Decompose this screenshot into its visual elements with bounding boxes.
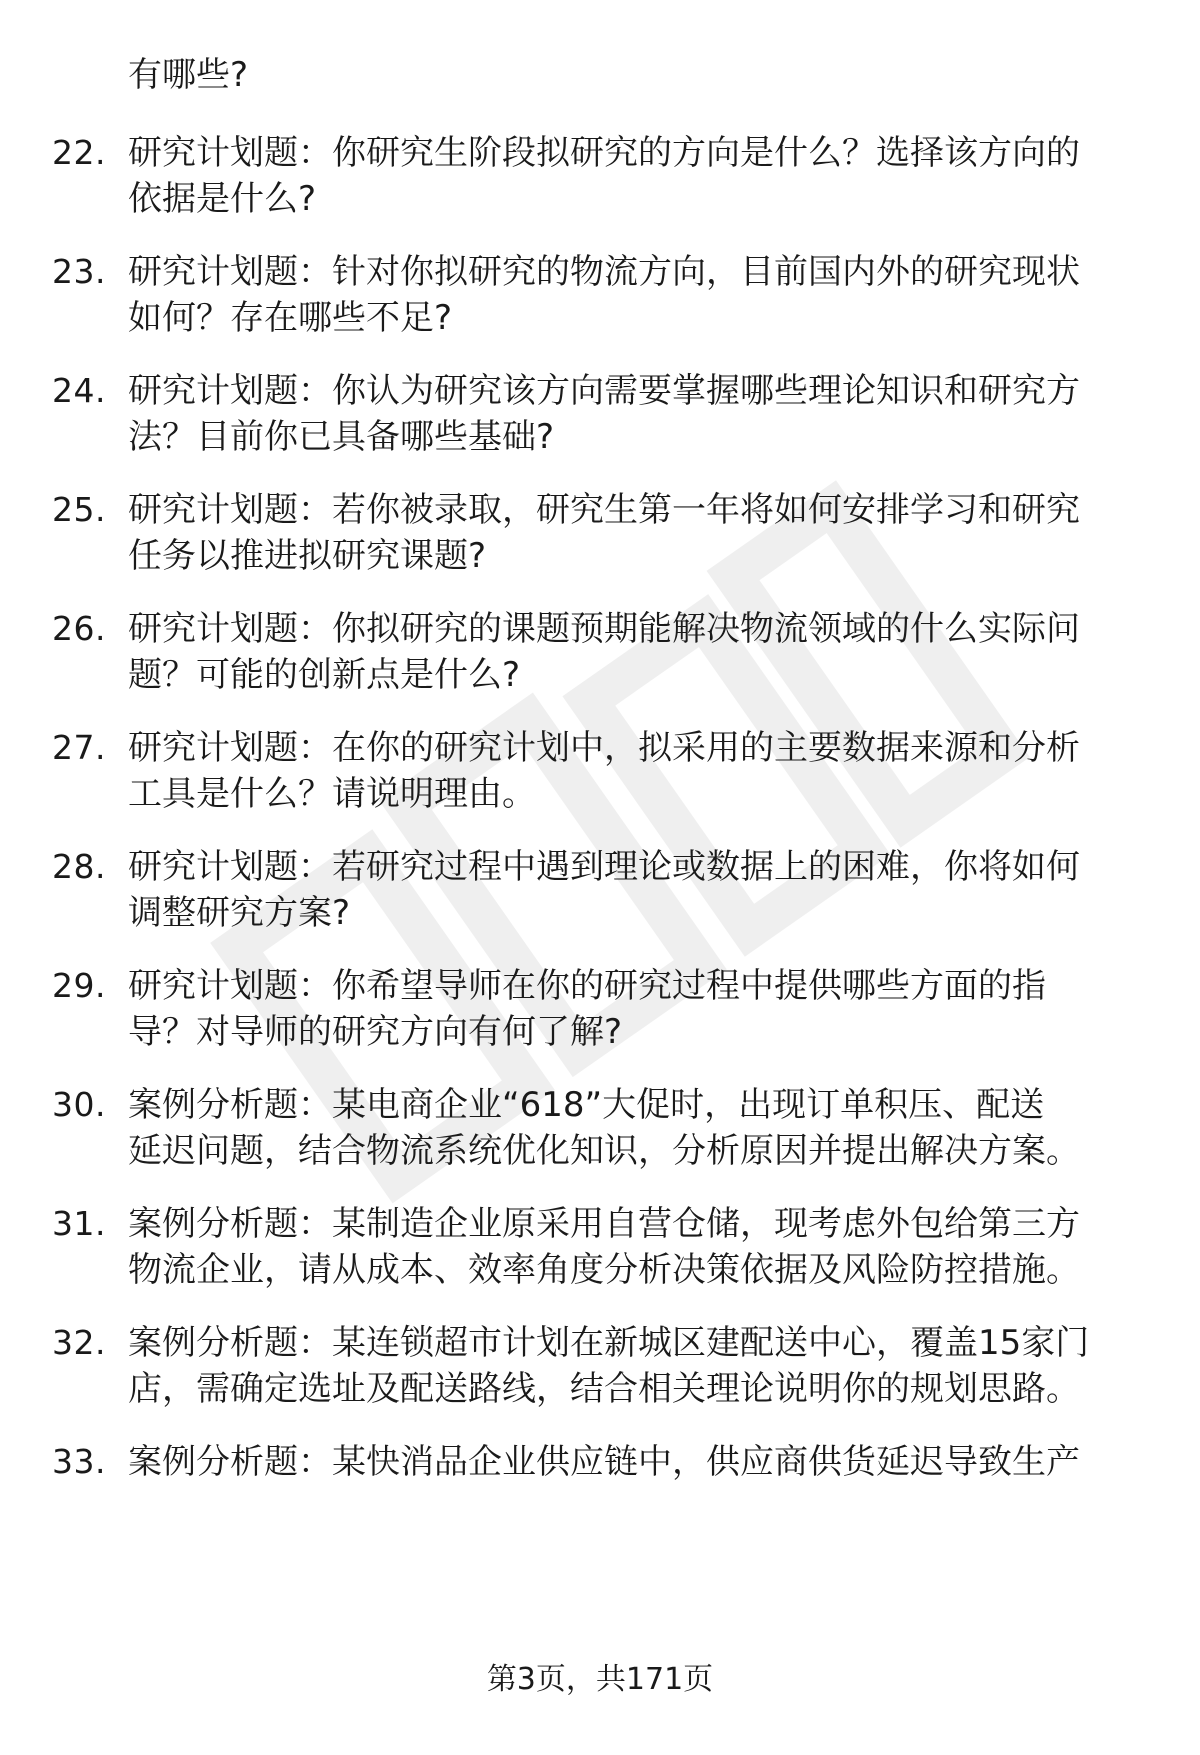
question-text-line: 延迟问题，结合物流系统优化知识，分析原因并提出解决方案。 (128, 1131, 1080, 1171)
question-number: 27. (52, 728, 106, 767)
question-number: 31. (52, 1204, 106, 1243)
question-text-line: 店，需确定选址及配送路线，结合相关理论说明你的规划思路。 (128, 1369, 1080, 1409)
question-text-line: 任务以推进拟研究课题? (128, 536, 487, 576)
question-text-line: 案例分析题：某电商企业“618”大促时，出现订单积压、配送 (128, 1085, 1045, 1125)
question-number: 23. (52, 252, 106, 291)
question-text-line: 法？目前你已具备哪些基础? (128, 417, 555, 457)
question-text-line: 案例分析题：某快消品企业供应链中，供应商供货延迟导致生产 (128, 1442, 1080, 1482)
question-number: 32. (52, 1323, 106, 1362)
question-text-line: 研究计划题：若你被录取，研究生第一年将如何安排学习和研究 (128, 490, 1080, 530)
question-number: 26. (52, 609, 106, 648)
question-text-line: 研究计划题：你希望导师在你的研究过程中提供哪些方面的指 (128, 966, 1046, 1006)
continuation-text: 有哪些? (128, 55, 249, 95)
question-text-line: 研究计划题：针对你拟研究的物流方向，目前国内外的研究现状 (128, 252, 1080, 292)
question-text-line: 工具是什么？请说明理由。 (128, 774, 536, 814)
question-text-line: 依据是什么? (128, 179, 317, 219)
question-text-line: 题？可能的创新点是什么? (128, 655, 521, 695)
question-number: 29. (52, 966, 106, 1005)
question-text-line: 研究计划题：你拟研究的课题预期能解决物流领域的什么实际问 (128, 609, 1080, 649)
question-number: 33. (52, 1442, 106, 1481)
question-text-line: 研究计划题：若研究过程中遇到理论或数据上的困难，你将如何 (128, 847, 1080, 887)
question-text-line: 案例分析题：某制造企业原采用自营仓储，现考虑外包给第三方 (128, 1204, 1080, 1244)
question-text-line: 研究计划题：你认为研究该方向需要掌握哪些理论知识和研究方 (128, 371, 1080, 411)
question-number: 24. (52, 371, 106, 410)
question-text-line: 研究计划题：你研究生阶段拟研究的方向是什么？选择该方向的 (128, 133, 1080, 173)
page-footer: 第3页，共171页 (486, 1662, 714, 1697)
question-text-line: 案例分析题：某连锁超市计划在新城区建配送中心，覆盖15家门 (128, 1323, 1090, 1363)
question-number: 25. (52, 490, 106, 529)
question-text-line: 调整研究方案? (128, 893, 351, 933)
question-number: 28. (52, 847, 106, 886)
question-text-line: 研究计划题：在你的研究计划中，拟采用的主要数据来源和分析 (128, 728, 1080, 768)
question-number: 22. (52, 133, 106, 172)
question-text-line: 导？对导师的研究方向有何了解? (128, 1012, 623, 1052)
question-number: 30. (52, 1085, 106, 1124)
question-text-line: 物流企业，请从成本、效率角度分析决策依据及风险防控措施。 (128, 1250, 1080, 1290)
question-text-line: 如何？存在哪些不足? (128, 298, 453, 338)
